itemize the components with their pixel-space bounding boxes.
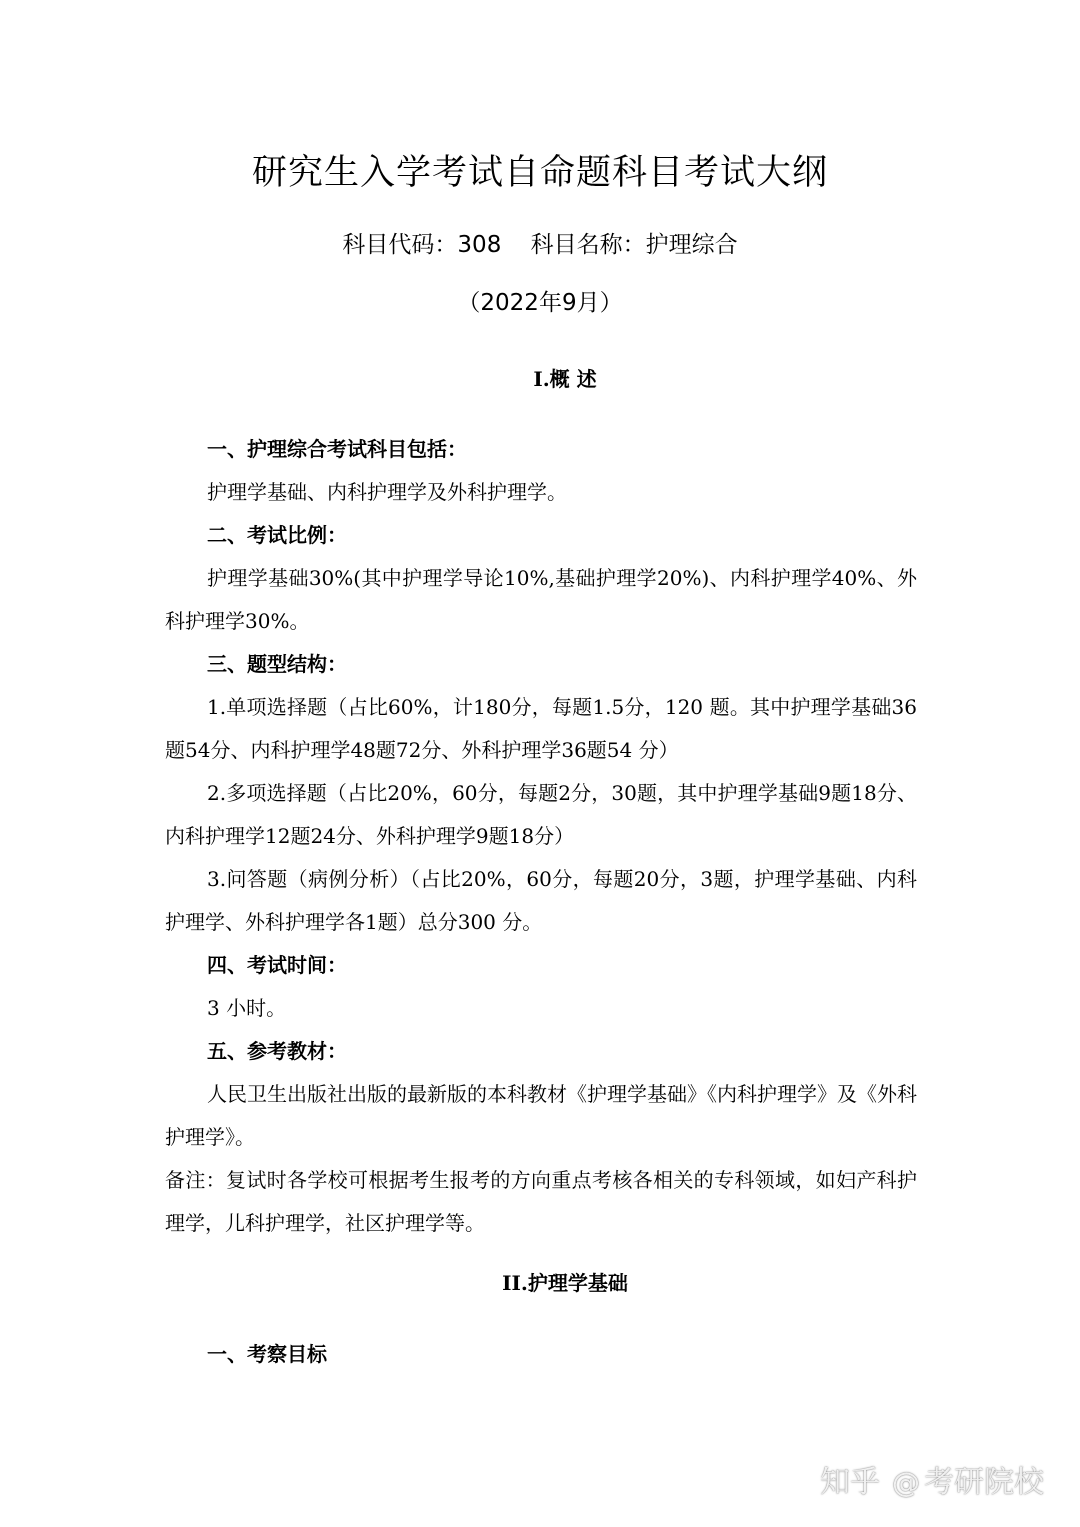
- sub-heading-objectives: 一、考察目标: [207, 1342, 327, 1366]
- subject-name-label: 科目名称：: [530, 232, 646, 258]
- subject-code: 308: [457, 232, 502, 258]
- item-paragraph: 护理学基础30%(其中护理学导论10%,基础护理学20%)、内科护理学40%、外科护理学30%。: [165, 566, 917, 633]
- item-paragraph: 3.问答题（病例分析）（占比20%，60分，每题20分，3题，护理学基础、内科护理学、外科护理学各1题）总分300 分。: [165, 867, 917, 934]
- item-paragraph: 3 小时。: [207, 996, 287, 1020]
- item-heading: 二、考试比例：: [207, 523, 347, 547]
- item-paragraph: 2.多项选择题（占比20%，60分，每题2分，30题，其中护理学基础9题18分、内科护理学12题24分、外科护理学9题18分）: [165, 781, 917, 848]
- section-heading-nursing-basics: II.护理学基础: [502, 1271, 628, 1295]
- watermark: [820, 1458, 1044, 1508]
- subject-name: 护理综合: [645, 232, 738, 258]
- subject-line: [0, 225, 1080, 265]
- overview-body: [165, 428, 917, 1245]
- subject-spacer: [501, 232, 530, 258]
- item-heading: 四、考试时间：: [207, 953, 347, 977]
- item-paragraph: 1.单项选择题（占比60%，计180分，每题1.5分，120 题。其中护理学基础36题54分、内科护理学48题72分、外科护理学36题54 分）: [165, 695, 917, 762]
- page-title: 研究生入学考试自命题科目考试大纲: [251, 153, 828, 193]
- nursing-basics-body: [165, 1333, 917, 1376]
- subject-code-label: 科目代码：: [342, 232, 458, 258]
- date-line: （2022年9月）: [457, 290, 623, 316]
- watermark-account: 考研院校: [924, 1465, 1044, 1500]
- watermark-site: 知乎: [820, 1465, 880, 1500]
- section-heading-overview: I.概 述: [533, 367, 597, 391]
- item-paragraph: 护理学基础、内科护理学及外科护理学。: [207, 480, 567, 504]
- at-icon: @: [892, 1466, 920, 1499]
- item-paragraph: 人民卫生出版社出版的最新版的本科教材《护理学基础》《内科护理学》及《外科护理学》。: [165, 1082, 917, 1149]
- note-paragraph: 备注：复试时各学校可根据考生报考的方向重点考核各相关的专科领域，如妇产科护理学，儿科护理学，社区护理学等。: [165, 1168, 917, 1235]
- item-heading: 五、参考教材：: [207, 1039, 347, 1063]
- item-heading: 一、护理综合考试科目包括：: [207, 437, 467, 461]
- item-heading: 三、题型结构：: [207, 652, 347, 676]
